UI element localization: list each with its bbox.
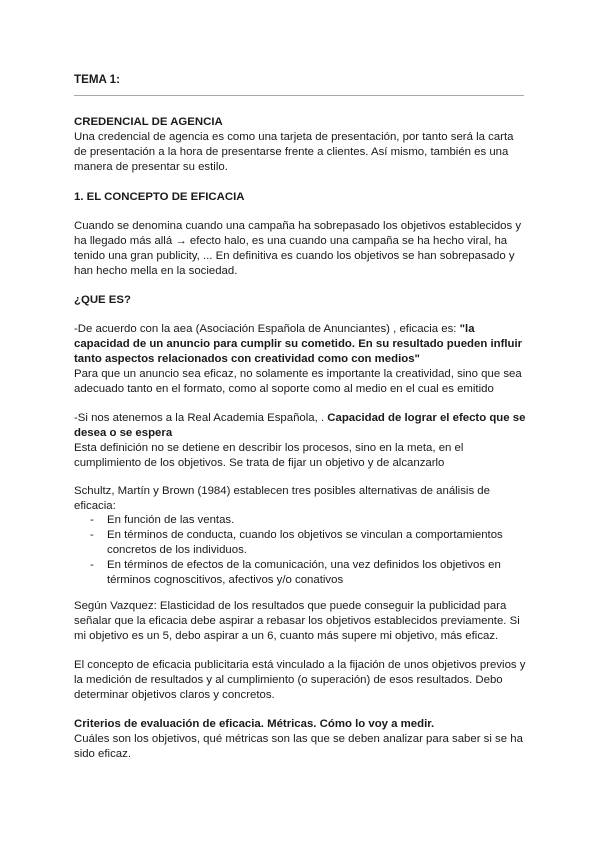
rae-intro: -Si nos atenemos a la Real Academia Española, .	[74, 412, 328, 424]
dash-bullet: -	[90, 529, 94, 541]
list-item	[74, 558, 507, 588]
schultz-list	[74, 513, 529, 588]
list-item	[74, 513, 507, 528]
list-item	[74, 528, 507, 558]
rae-definition	[74, 411, 529, 471]
criterios-text: Cuáles son los objetivos, qué métricas son las que se deben analizar para saber si se ha sido eficaz.	[74, 733, 523, 760]
list-item-text: En términos de efectos de la comunicación, una vez definidos los objetivos en términos cognoscitivos, afectivos y/o conativos	[107, 559, 501, 586]
concepto-title: 1. EL CONCEPTO DE EFICACIA	[74, 191, 245, 203]
que-es-title: ¿QUE ES?	[74, 294, 131, 306]
schultz-intro: Schultz, Martín y Brown (1984) establecen tres posibles alternativas de análisis de eficacia:	[74, 485, 490, 512]
horizontal-rule	[74, 95, 524, 96]
dash-bullet: -	[90, 514, 94, 526]
rae-follow: Esta definición no se detiene en describir los procesos, sino en la meta, en el cumplimiento de los objetivos. Se trata de fijar un objetivo y de alcanzarlo	[74, 442, 464, 469]
tema-heading: TEMA 1:	[74, 73, 120, 86]
aea-quote: "la capacidad de un anuncio para cumplir su cometido. En su resultado pueden influir tanto aspectos relacionados con creatividad como con medios"	[74, 323, 523, 365]
dash-bullet: -	[90, 559, 94, 571]
list-item-text: En términos de conducta, cuando los objetivos se vinculan a comportamientos concretos de los individuos.	[107, 529, 503, 556]
rae-quote: Capacidad de lograr el efecto que se desea o se espera	[74, 412, 526, 439]
vazquez-text: Según Vazquez: Elasticidad de los resultados que puede conseguir la publicidad para señalar que la eficacia debe aspirar a rebasar los objetivos establecidos previamente. Si mi objetivo es un 5, debo aspirar a un 6, cuanto más supere mi objetivo, más eficaz.	[74, 600, 520, 642]
criterios-title: Criterios de evaluación de eficacia. Métricas. Cómo lo voy a medir.	[74, 718, 435, 730]
vinculado-text: El concepto de eficacia publicitaria está vinculado a la fijación de unos objetivos previos y la medición de resultados y al cumplimiento (o superación) de esos resultados. Debo determinar objetivos claros y concretos.	[74, 659, 526, 701]
credencial-title: CREDENCIAL DE AGENCIA	[74, 116, 223, 128]
aea-intro: -De acuerdo con la aea (Asociación Española de Anunciantes) , eficacia es:	[74, 323, 460, 335]
aea-follow: Para que un anuncio sea eficaz, no solamente es importante la creatividad, sino que sea adecuado tanto en el formato, como al soporte como al medio en el cual es emitido	[74, 368, 522, 395]
aea-definition	[74, 322, 529, 397]
list-item-text: En función de las ventas.	[107, 514, 235, 526]
credencial-text: Una credencial de agencia es como una tarjeta de presentación, por tanto será la carta de presentación a la hora de presentarse frente a clientes. Así mismo, también es una manera de presentar su estilo.	[74, 131, 514, 173]
concepto-text: Cuando se denomina cuando una campaña ha sobrepasado los objetivos establecidos y ha llegado más allá → efecto halo, es una cuando una campaña se ha hecho viral, ha tenido una gran publicity, ... En definitiva es cuando los objetivos se han sobrepasado y han hecho mella en la sociedad.	[74, 220, 522, 277]
